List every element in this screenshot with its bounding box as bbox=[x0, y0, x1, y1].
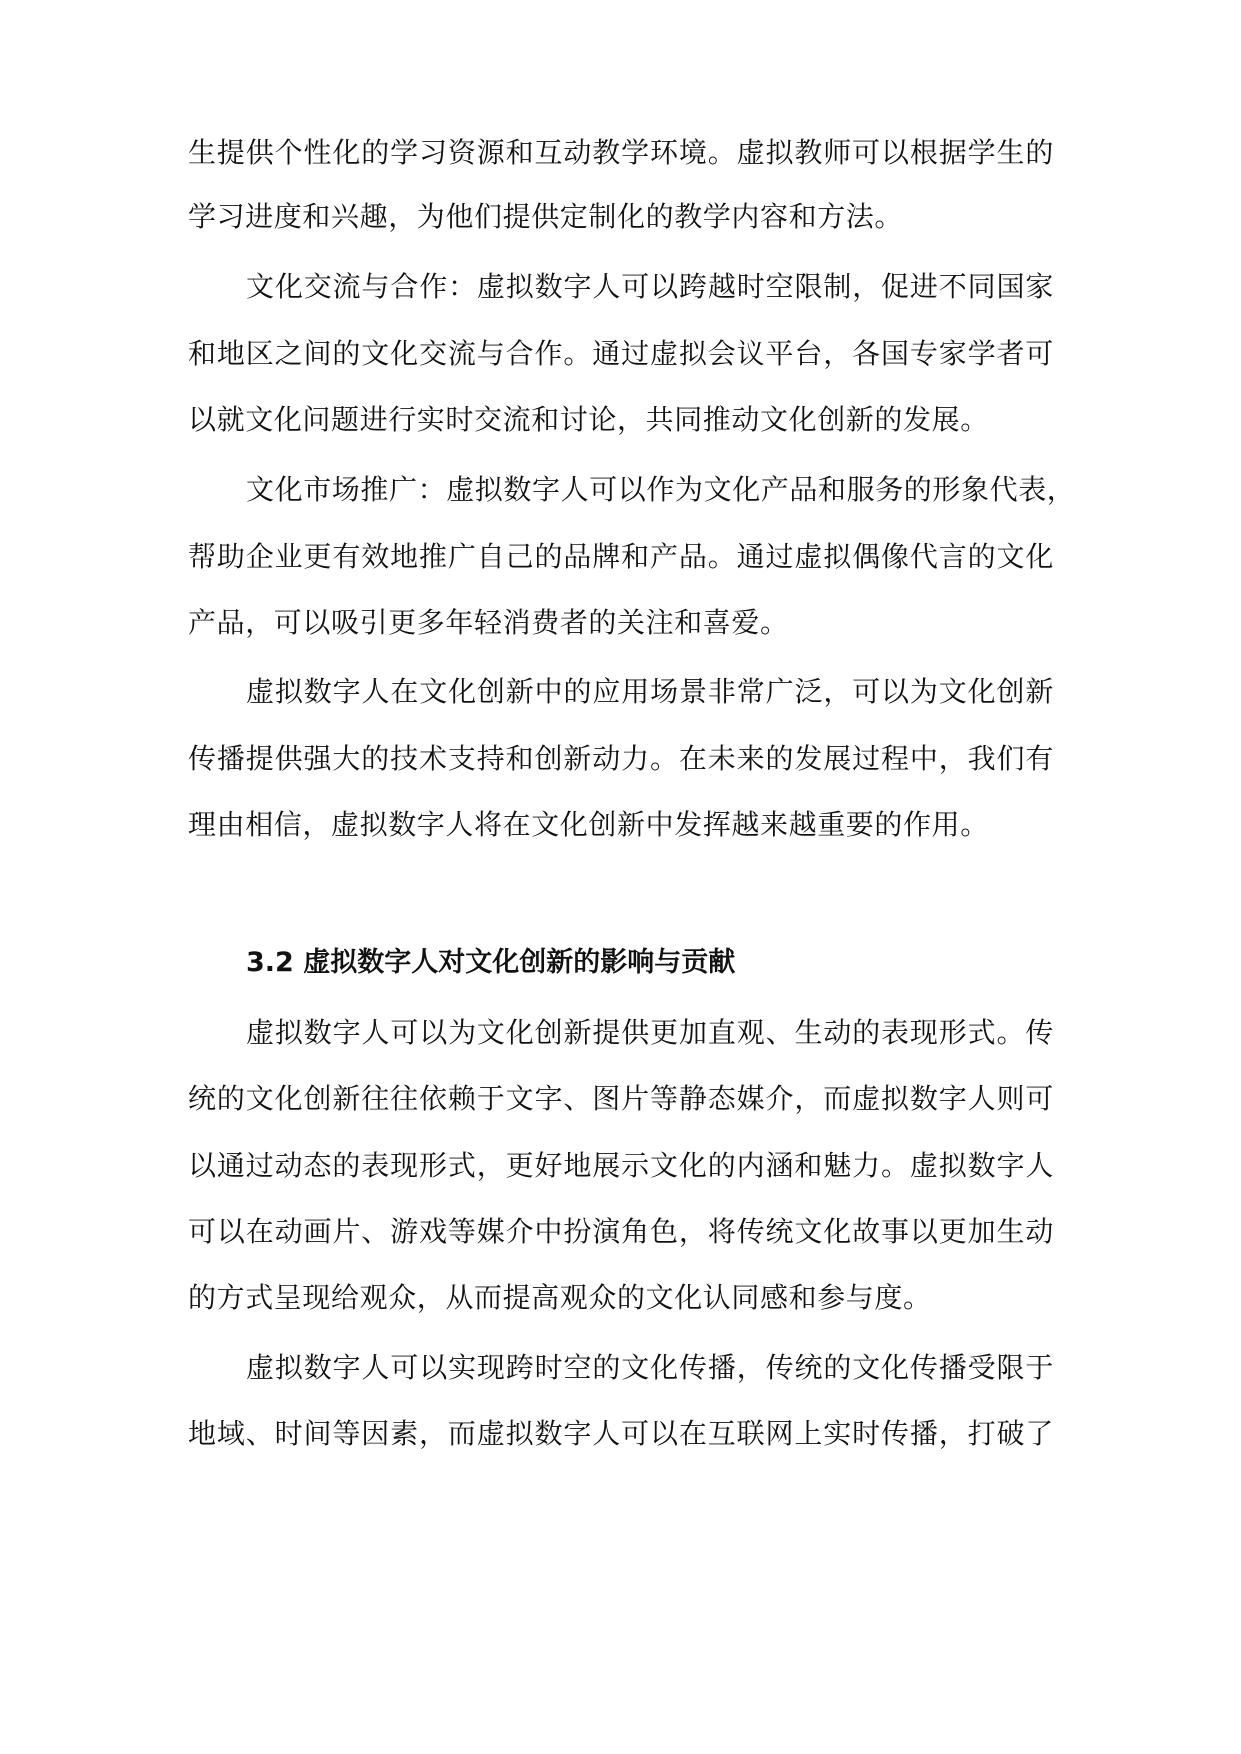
section-paragraph-2-line-2: 地域、时间等因素，而虚拟数字人可以在互联网上实时传播，打破了 bbox=[188, 1417, 1054, 1450]
section-paragraph-1-line-3: 以通过动态的表现形式，更好地展示文化的内涵和魅力。虚拟数字人 bbox=[188, 1149, 1054, 1182]
section-paragraph-1-line-5: 的方式呈现给观众，从而提高观众的文化认同感和参与度。 bbox=[188, 1281, 932, 1314]
paragraph-4-line-2: 传播提供强大的技术支持和创新动力。在未来的发展过程中，我们有 bbox=[188, 742, 1054, 775]
paragraph-2-line-3: 以就文化问题进行实时交流和讨论，共同推动文化创新的发展。 bbox=[188, 403, 989, 436]
paragraph-4-line-1: 虚拟数字人在文化创新中的应用场景非常广泛，可以为文化创新 bbox=[246, 675, 1054, 708]
paragraph-3-line-1: 文化市场推广：虚拟数字人可以作为文化产品和服务的形象代表， bbox=[246, 473, 1076, 506]
section-paragraph-1-line-1: 虚拟数字人可以为文化创新提供更加直观、生动的表现形式。传 bbox=[246, 1016, 1054, 1049]
paragraph-1-line-1: 生提供个性化的学习资源和互动教学环境。虚拟教师可以根据学生的 bbox=[188, 136, 1054, 169]
section-paragraph-1-line-4: 可以在动画片、游戏等媒介中扮演角色，将传统文化故事以更加生动 bbox=[188, 1215, 1054, 1248]
paragraph-2-line-1: 文化交流与合作：虚拟数字人可以跨越时空限制，促进不同国家 bbox=[246, 270, 1054, 303]
paragraph-1-line-2: 学习进度和兴趣，为他们提供定制化的教学内容和方法。 bbox=[188, 200, 904, 233]
section-heading: 3.2 虚拟数字人对文化创新的影响与贡献 bbox=[246, 947, 736, 978]
paragraph-4-line-3: 理由相信，虚拟数字人将在文化创新中发挥越来越重要的作用。 bbox=[188, 808, 989, 841]
paragraph-3-line-2: 帮助企业更有效地推广自己的品牌和产品。通过虚拟偶像代言的文化 bbox=[188, 540, 1054, 573]
paragraph-2-line-2: 和地区之间的文化交流与合作。通过虚拟会议平台，各国专家学者可 bbox=[188, 337, 1054, 370]
section-paragraph-2-line-1: 虚拟数字人可以实现跨时空的文化传播，传统的文化传播受限于 bbox=[246, 1351, 1054, 1384]
section-paragraph-1-line-2: 统的文化创新往往依赖于文字、图片等静态媒介，而虚拟数字人则可 bbox=[188, 1082, 1054, 1115]
paragraph-3-line-3: 产品，可以吸引更多年轻消费者的关注和喜爱。 bbox=[188, 606, 789, 639]
